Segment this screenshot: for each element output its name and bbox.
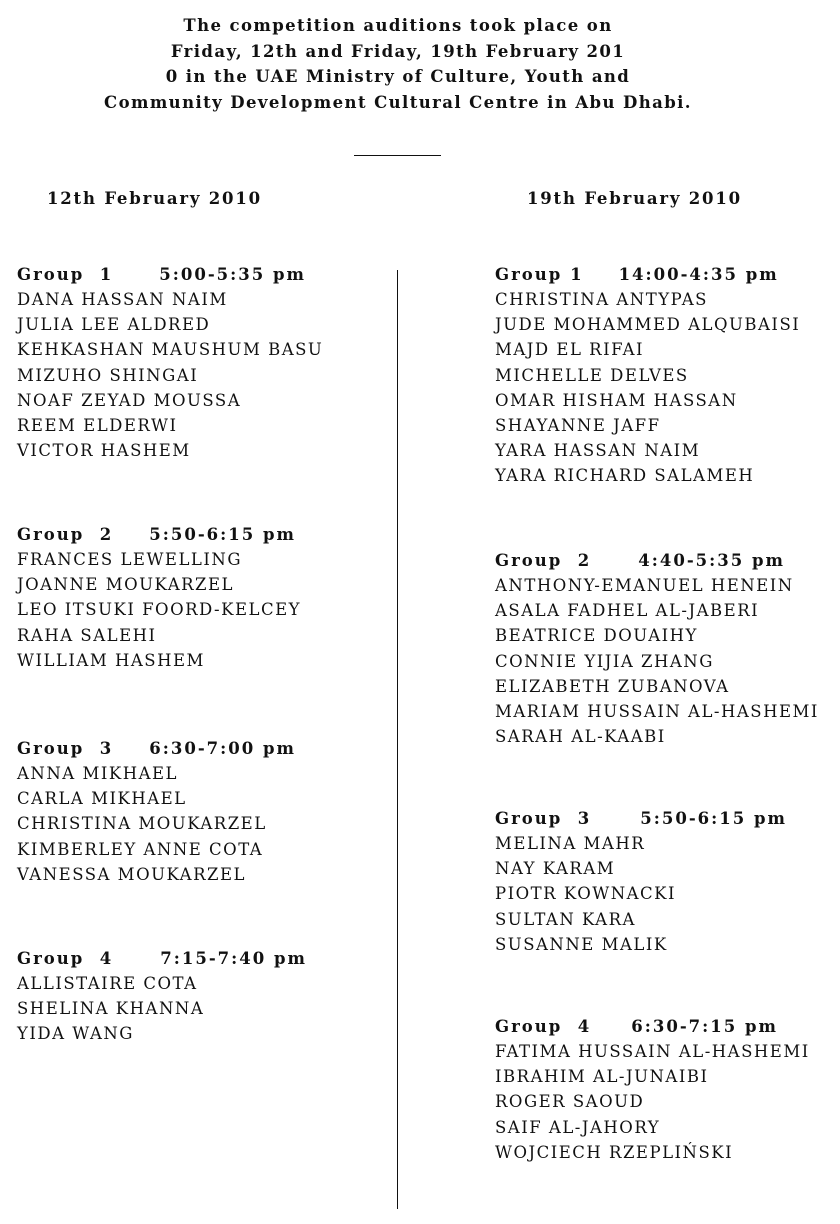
participant-name: JOANNE MOUKARZEL [17,575,235,595]
group-time: 7:15-7:40 pm [160,949,307,968]
group-time: 5:50-6:15 pm [640,809,787,828]
group-header [495,263,800,287]
participant-name: SAIF AL-JAHORY [495,1117,661,1137]
participant-name: SULTAN KARA [495,909,636,929]
participant-name: CHRISTINA MOUKARZEL [17,814,267,834]
participant-name: ASALA FADHEL AL-JABERI [495,601,760,621]
participant-name: SHAYANNE JAFF [495,415,661,435]
participant-name: DANA HASSAN NAIM [17,290,228,309]
group-header [495,1015,810,1039]
group-label: Group 2 [495,551,592,570]
intro-line: Community Development Cultural Centre in Abu Dhabi. [104,92,692,112]
participant-name: OMAR HISHAM HASSAN [495,390,738,410]
participant-name: CONNIE YIJIA ZHANG [495,651,714,671]
participant-name: IBRAHIM AL-JUNAIBI [495,1067,709,1087]
participant-name: PIOTR KOWNACKI [495,884,677,904]
group-time: 5:00-5:35 pm [159,265,306,284]
participant-name: JUDE MOHAMMED ALQUBAISI [495,315,801,335]
intro-line: The competition auditions took place on [183,16,613,35]
group-time: 4:40-5:35 pm [638,551,785,570]
participant-name: KEHKASHAN MAUSHUM BASU [17,340,324,360]
intro-line: 0 in the UAE Ministry of Culture, Youth and [165,67,631,86]
participant-name: MARIAM HUSSAIN AL-HASHEMI [495,701,819,721]
group-header [17,523,301,547]
group-label: Group 4 [17,949,114,968]
left-group-3 [17,737,296,887]
participant-name: SHELINA KHANNA [17,999,205,1019]
right-group-3 [495,807,787,957]
group-header [495,549,819,573]
participant-name: JULIA LEE ALDRED [17,315,211,335]
group-label: Group 3 [17,739,114,758]
intro-paragraph [0,13,796,115]
participant-name: REEM ELDERWI [17,415,178,435]
participant-name: SARAH AL-KAABI [495,727,666,747]
group-label: Group 2 [17,525,114,544]
date-heading-right: 19th February 2010 [527,189,742,208]
participant-name: FRANCES LEWELLING [17,550,242,569]
participant-name: RAHA SALEHI [17,625,157,645]
participant-name: LEO ITSUKI FOORD-KELCEY [17,600,302,620]
participant-name: CHRISTINA ANTYPAS [495,290,708,309]
participant-name: YARA HASSAN NAIM [495,441,701,461]
participant-name: ALLISTAIRE COTA [17,974,198,993]
right-group-2 [495,549,819,749]
participant-name: BEATRICE DOUAIHY [495,626,698,646]
left-group-2 [17,523,301,673]
group-time: 6:30-7:15 pm [631,1017,778,1036]
group-header [17,947,307,971]
participant-name: YIDA WANG [17,1024,134,1044]
participant-name: NAY KARAM [495,859,616,879]
intro-line: Friday, 12th and Friday, 19th February 201 [170,41,626,61]
group-header [495,807,787,831]
group-time: 6:30-7:00 pm [149,739,296,758]
participant-name: WOJCIECH RZEPLIŃSKI [495,1142,734,1162]
date-heading-left: 12th February 2010 [47,189,262,208]
group-label: Group 1 [17,265,114,284]
participant-name: KIMBERLEY ANNE COTA [17,839,264,859]
participant-name: ANTHONY-EMANUEL HENEIN [495,576,794,595]
right-group-4 [495,1015,810,1165]
group-time: 5:50-6:15 pm [149,525,296,544]
participant-name: NOAF ZEYAD MOUSSA [17,390,242,410]
participant-name: VANESSA MOUKARZEL [17,864,246,884]
right-group-1 [495,263,800,489]
group-time: 14:00-4:35 pm [618,265,779,284]
participant-name: ELIZABETH ZUBANOVA [495,676,730,696]
participant-name: MAJD EL RIFAI [495,340,645,360]
group-label: Group 4 [495,1017,592,1036]
participant-name: ROGER SAOUD [495,1092,645,1112]
group-label: Group 3 [495,809,592,828]
participant-name: WILLIAM HASHEM [17,650,205,670]
participant-name: MIZUHO SHINGAI [17,365,199,385]
left-group-1 [17,263,323,463]
group-header [17,737,296,761]
group-header [17,263,323,287]
participant-name: MELINA MAHR [495,834,646,853]
participant-name: VICTOR HASHEM [17,441,191,461]
divider-rule [354,155,441,156]
participant-name: YARA RICHARD SALAMEH [495,466,755,486]
participant-name: MICHELLE DELVES [495,365,689,385]
participant-name: CARLA MIKHAEL [17,789,187,809]
column-separator [397,270,398,1209]
participant-name: SUSANNE MALIK [495,934,668,954]
group-label: Group 1 [495,265,584,284]
participant-name: FATIMA HUSSAIN AL-HASHEMI [495,1042,810,1061]
left-group-4 [17,947,307,1047]
participant-name: ANNA MIKHAEL [17,764,178,783]
